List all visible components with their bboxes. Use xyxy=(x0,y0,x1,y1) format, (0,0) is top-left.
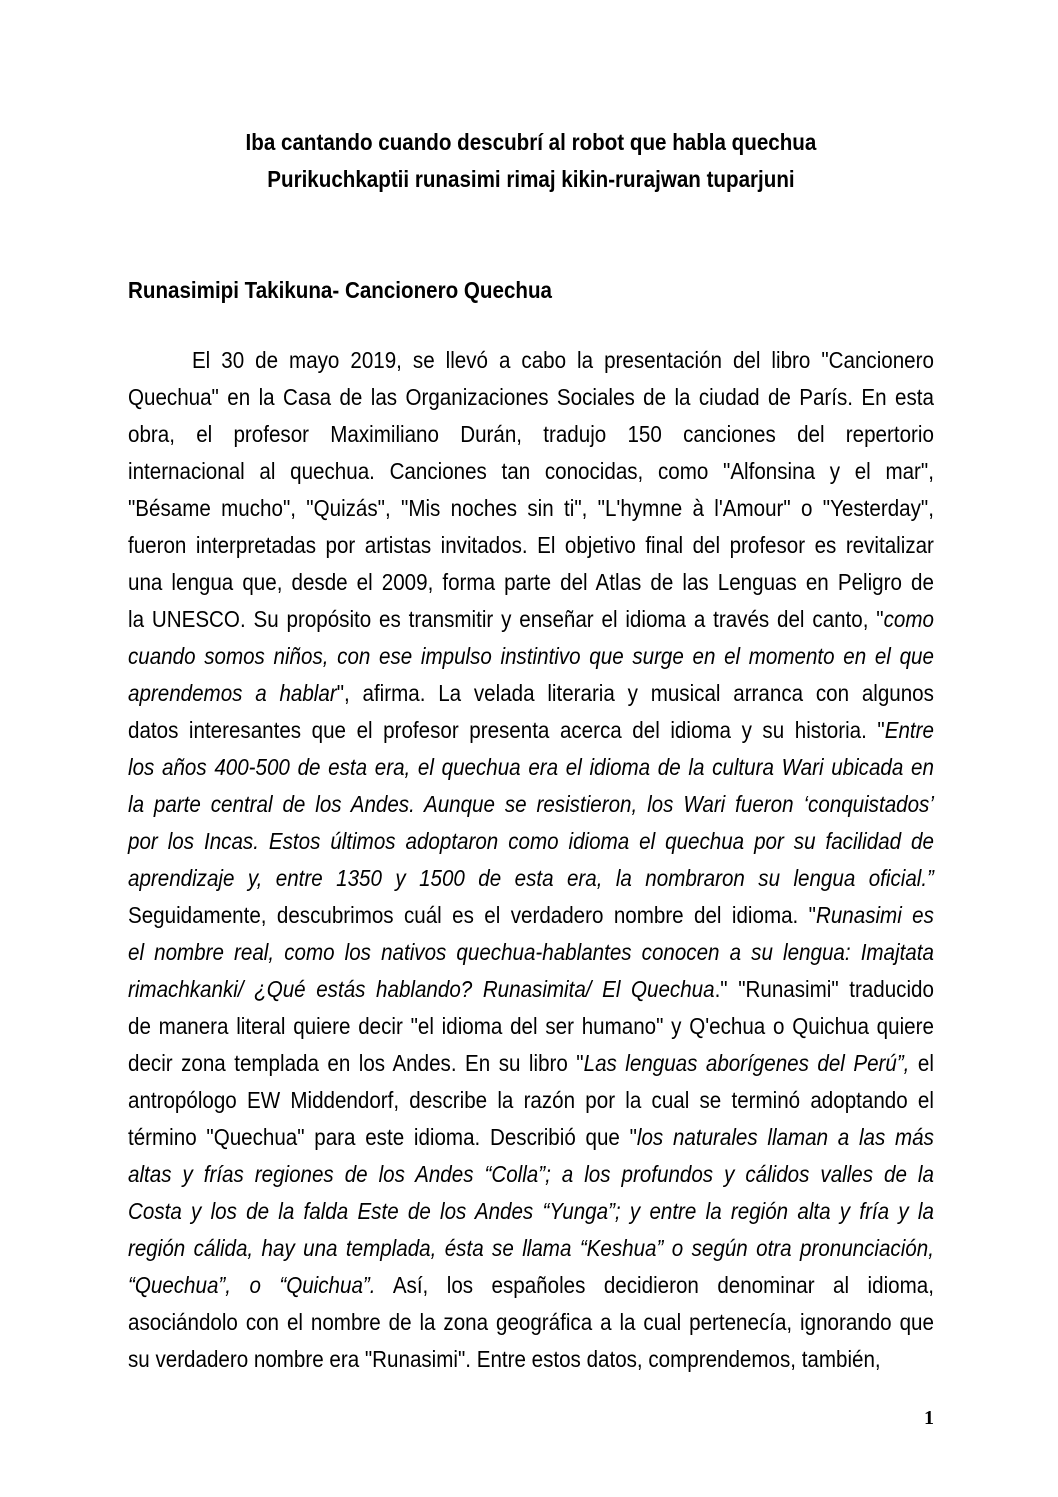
text-run: ." "Runasimi" traducido xyxy=(714,976,934,1002)
text-run: el nombre real, como los nativos quechua-hablantes conocen a su lengua: Imajtata xyxy=(128,939,934,965)
body-paragraph xyxy=(128,342,1048,1378)
text-run: ", afirma. La velada literaria y musical arranca con algunos xyxy=(336,680,934,706)
paragraph-line xyxy=(128,527,934,564)
document-title-line2: Purikuchkaptii runasimi rimaj kikin-rurajwan tuparjuni xyxy=(267,166,795,192)
paragraph-line xyxy=(128,638,934,675)
paragraph-line xyxy=(128,823,934,860)
paragraph-line xyxy=(128,601,934,638)
text-run: Runasimi es xyxy=(815,902,934,928)
paragraph-line xyxy=(128,1230,934,1267)
text-run: “Quechua”, o “Quichua”. xyxy=(128,1272,376,1298)
text-run: el xyxy=(909,1050,934,1076)
paragraph-line xyxy=(128,416,934,453)
text-run: internacional al quechua. Canciones tan conocidas, como "Alfonsina y el mar", xyxy=(128,458,934,484)
text-run: obra, el profesor Maximiliano Durán, tradujo 150 canciones del repertorio xyxy=(128,421,934,447)
text-run: Las lenguas aborígenes del Perú”, xyxy=(583,1050,910,1076)
text-run: Costa y los de la falda Este de los Andes “Yunga”; y entre la región alta y fría y la xyxy=(128,1198,934,1224)
text-run: región cálida, hay una templada, ésta se llama “Keshua” o según otra pronunciación, xyxy=(128,1235,934,1261)
text-run: una lengua que, desde el 2009, forma parte del Atlas de las Lenguas en Peligro de xyxy=(128,569,934,595)
document-title xyxy=(128,124,1048,198)
text-run: los naturales llaman a las más xyxy=(636,1124,934,1150)
paragraph-line xyxy=(128,786,934,823)
paragraph-line xyxy=(128,934,934,971)
text-run: decir zona templada en los Andes. En su libro " xyxy=(128,1050,584,1076)
page-number: 1 xyxy=(924,1407,934,1429)
text-run: su verdadero nombre era "Runasimi". Entre estos datos, comprendemos, también, xyxy=(128,1346,881,1372)
paragraph-line xyxy=(128,1082,934,1119)
paragraph-line xyxy=(128,1156,934,1193)
paragraph-line xyxy=(128,1304,934,1341)
paragraph-line xyxy=(128,342,934,379)
paragraph-line xyxy=(128,379,934,416)
text-run: asociándolo con el nombre de la zona geográfica a la cual pertenecía, ignorando que xyxy=(128,1309,934,1335)
paragraph-line xyxy=(128,1045,934,1082)
text-run: fueron interpretadas por artistas invitados. El objetivo final del profesor es revitalizar xyxy=(128,532,934,558)
text-run: Así, los españoles decidieron denominar al idioma, xyxy=(375,1272,934,1298)
paragraph-line xyxy=(128,860,934,897)
paragraph-line xyxy=(128,897,934,934)
text-run: "Bésame mucho", "Quizás", "Mis noches sin ti", "L'hymne à l'Amour" o "Yesterday", xyxy=(128,495,934,521)
paragraph-line xyxy=(128,971,934,1008)
text-run: por los Incas. Estos últimos adoptaron como idioma el quechua por su facilidad de xyxy=(128,828,934,854)
text-run: rimachkanki/ ¿Qué estás hablando? Runasimita/ El Quechua xyxy=(128,976,715,1002)
text-run: término "Quechua" para este idioma. Describió que " xyxy=(128,1124,637,1150)
text-run: altas y frías regiones de los Andes “Colla”; a los profundos y cálidos valles de la xyxy=(128,1161,934,1187)
text-run: aprendemos a hablar xyxy=(128,680,337,706)
paragraph-line xyxy=(128,675,934,712)
paragraph-line xyxy=(128,490,934,527)
paragraph-line xyxy=(128,1193,934,1230)
paragraph-line xyxy=(128,564,934,601)
text-run: Quechua" en la Casa de las Organizaciones Sociales de la ciudad de París. En esta xyxy=(128,384,934,410)
document-title-line1: Iba cantando cuando descubrí al robot que habla quechua xyxy=(245,129,817,155)
section-heading: Runasimipi Takikuna- Cancionero Quechua xyxy=(128,277,553,303)
paragraph-line xyxy=(128,1119,934,1156)
text-run: cuando somos niños, con ese impulso instintivo que surge en el momento en el que xyxy=(128,643,934,669)
text-run: la UNESCO. Su propósito es transmitir y enseñar el idioma a través del canto, " xyxy=(128,606,884,632)
text-run: de manera literal quiere decir "el idioma del ser humano" y Q'echua o Quichua quiere xyxy=(128,1013,934,1039)
paragraph-line xyxy=(128,1008,934,1045)
paragraph-line xyxy=(128,712,934,749)
text-run: los años 400-500 de esta era, el quechua era el idioma de la cultura Wari ubicada en xyxy=(128,754,934,780)
paragraph-line xyxy=(128,1267,934,1304)
paragraph-line xyxy=(128,749,934,786)
text-run: como xyxy=(883,606,934,632)
text-run: datos interesantes que el profesor presenta acerca del idioma y su historia. " xyxy=(128,717,885,743)
paragraph-line xyxy=(128,1341,934,1378)
paragraph-line xyxy=(128,453,934,490)
text-run: Seguidamente, descubrimos cuál es el verdadero nombre del idioma. " xyxy=(128,902,816,928)
text-run: antropólogo EW Middendorf, describe la razón por la cual se terminó adoptando el xyxy=(128,1087,934,1113)
text-run: Entre xyxy=(884,717,934,743)
text-run: aprendizaje y, entre 1350 y 1500 de esta era, la nombraron su lengua oficial.” xyxy=(128,865,934,891)
text-run: El 30 de mayo 2019, se llevó a cabo la presentación del libro "Cancionero xyxy=(191,347,934,373)
text-run: la parte central de los Andes. Aunque se resistieron, los Wari fueron ‘conquistados’ xyxy=(128,791,934,817)
